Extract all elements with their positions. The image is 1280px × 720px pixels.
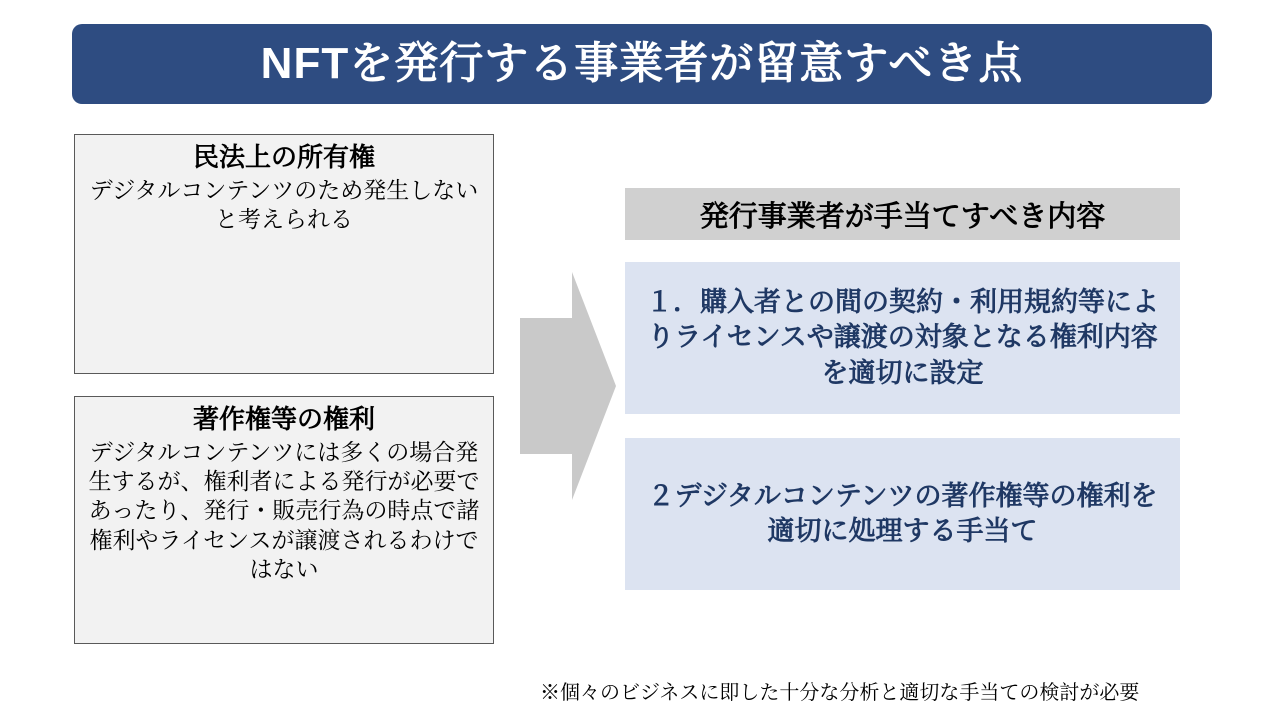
info-box-ownership	[74, 134, 494, 374]
right-panel-item-2	[625, 438, 1180, 590]
right-panel-item-1-label: １．購入者との間の契約・利用規約等によりライセンスや譲渡の対象となる権利内容を適切に設定	[646, 287, 1159, 388]
right-panel-header-label: 発行事業者が手当てすべき内容	[699, 200, 1106, 233]
info-box-copyright	[74, 396, 494, 644]
right-arrow-icon	[520, 272, 616, 500]
info-box-ownership-body: デジタルコンテンツのため発生しないと考えられる	[89, 176, 479, 232]
info-box-ownership-heading: 民法上の所有権	[192, 142, 375, 172]
right-panel-item-2-label: ２デジタルコンテンツの著作権等の権利を適切に処理する手当て	[647, 480, 1158, 546]
right-panel-item-1	[625, 262, 1180, 414]
info-box-copyright-heading: 著作権等の権利	[192, 404, 375, 434]
page-title: NFTを発行する事業者が留意すべき点	[260, 38, 1024, 88]
footnote-text: ※個々のビジネスに即した十分な分析と適切な手当ての検討が必要	[540, 682, 1140, 704]
right-panel-header	[625, 188, 1180, 240]
slide-title-banner	[72, 24, 1212, 104]
info-box-copyright-body: デジタルコンテンツには多くの場合発生するが、権利者による発行が必要であったり、発行・販売行為の時点で諸権利やライセンスが譲渡されるわけではない	[88, 438, 480, 583]
